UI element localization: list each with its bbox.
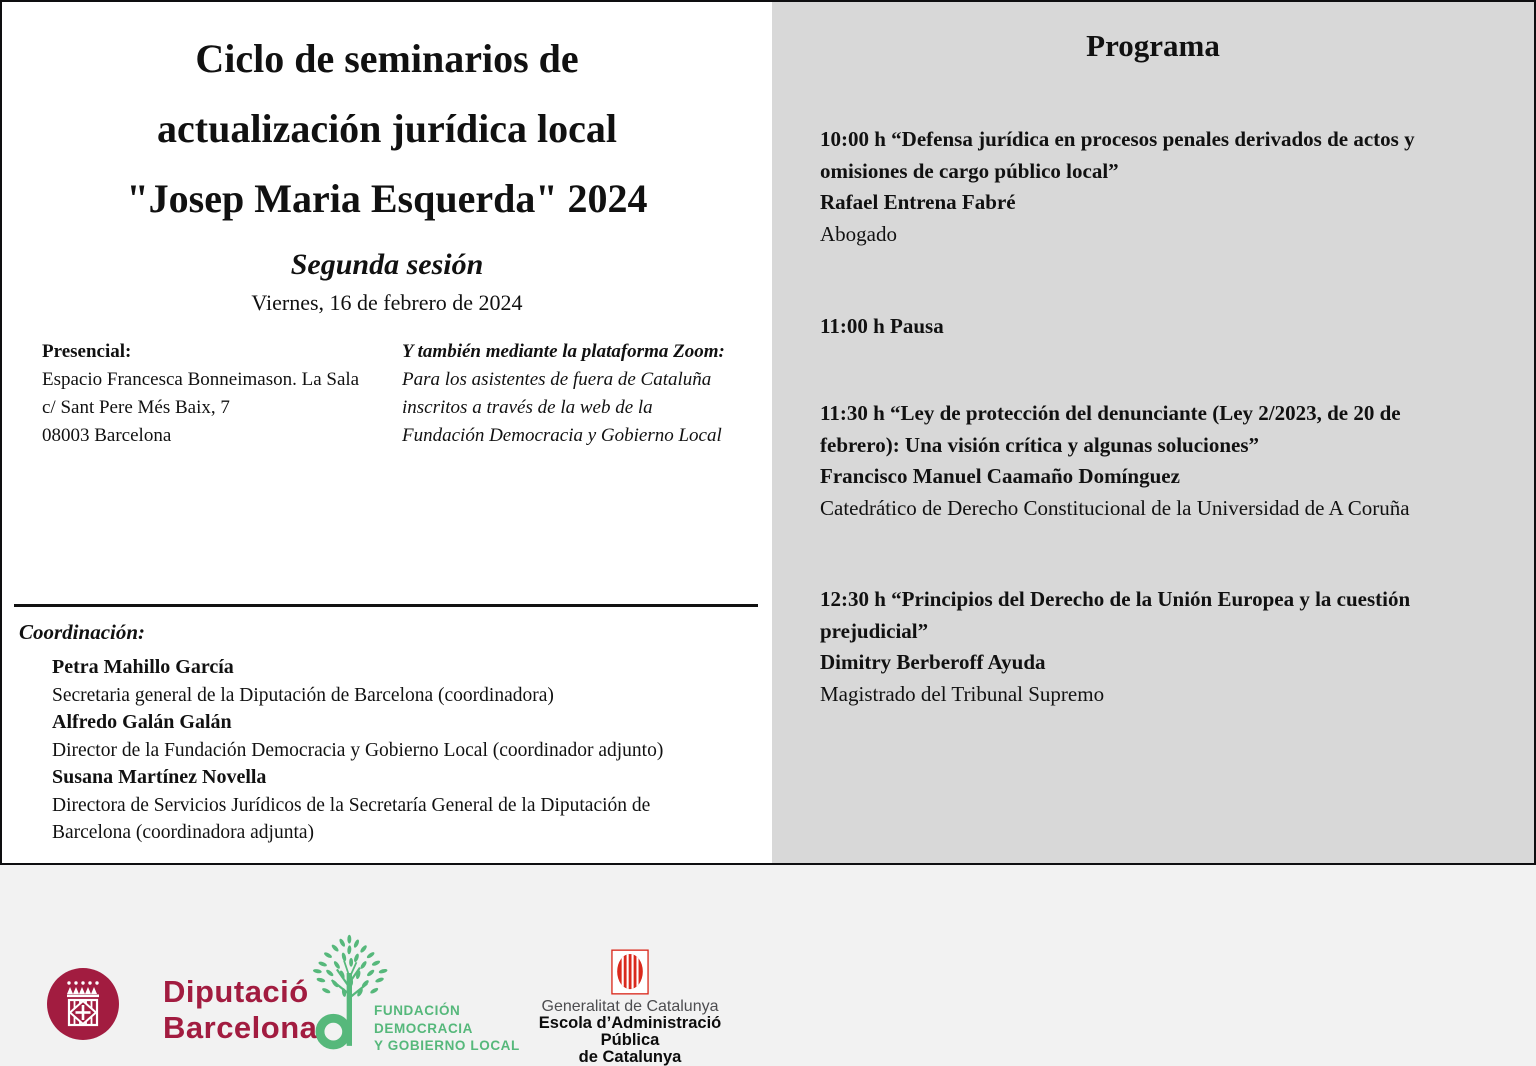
session-topic: 10:00 h “Defensa jurídica en procesos penales derivados de actos y omisiones de cargo público local”	[820, 127, 1415, 183]
presencial-line: 08003 Barcelona	[42, 425, 172, 446]
zoom-platform-block	[402, 338, 732, 450]
flyer-left-panel	[2, 2, 772, 1066]
presencial-block	[42, 338, 372, 450]
diputacio-wordmark: Diputació Barcelona	[163, 974, 318, 1045]
session-topic: 11:30 h “Ley de protección del denunciante (Ley 2/2023, de 20 de febrero): Una visión crítica y algunas soluciones”	[820, 401, 1401, 457]
coordinator-name: Susana Martínez Novella	[52, 766, 267, 788]
speaker-role: Magistrado del Tribunal Supremo	[820, 681, 1105, 706]
program-panel	[772, 2, 1534, 863]
speaker-name: Rafael Entrena Fabré	[820, 190, 1016, 214]
document-title	[2, 24, 772, 234]
coordinator-name: Petra Mahillo García	[52, 656, 234, 678]
coordinator-role: Director de la Fundación Democracia y Gobierno Local (coordinador adjunto)	[52, 739, 664, 761]
coordinator-entry	[52, 764, 697, 847]
program-heading: Programa	[1086, 28, 1220, 63]
coordinator-entry	[52, 654, 697, 709]
program-item-1130	[820, 398, 1482, 524]
speaker-role: Catedrático de Derecho Constitucional de la Universidad de A Coruña	[820, 495, 1410, 520]
title-line-1: Ciclo de seminarios de	[195, 36, 579, 81]
presencial-heading: Presencial:	[42, 341, 132, 362]
program-item-1230	[820, 584, 1482, 710]
speaker-name: Francisco Manuel Caamaño Domínguez	[820, 464, 1180, 488]
speaker-name: Dimitry Berberoff Ayuda	[820, 650, 1046, 674]
title-line-2: actualización jurídica local	[157, 106, 617, 151]
program-item-1000	[820, 124, 1482, 250]
session-topic: 11:00 h Pausa	[820, 314, 944, 338]
coordinacion-heading: Coordinación:	[19, 620, 146, 644]
presencial-line: Espacio Francesca Bonneimason. La Sala	[42, 369, 360, 390]
session-date: Viernes, 16 de febrero de 2024	[251, 290, 523, 315]
coordinator-entry	[52, 709, 697, 764]
speaker-role: Abogado	[820, 221, 897, 246]
zoom-line: Para los asistentes de fuera de Cataluña	[402, 369, 712, 390]
session-topic: 12:30 h “Principios del Derecho de la Unión Europea y la cuestión prejudicial”	[820, 587, 1411, 643]
coordinators-list	[52, 654, 697, 847]
title-line-3: "Josep Maria Esquerda" 2024	[126, 176, 648, 221]
zoom-line: inscritos a través de la web de la	[402, 397, 653, 418]
program-item-1100-pausa	[820, 311, 1482, 343]
coordinator-role: Directora de Servicios Jurídicos de la Secretaría General de la Diputación de Barcelona (coordinadora adjunta)	[52, 794, 651, 843]
session-title: Segunda sesión	[290, 248, 484, 281]
coordinator-name: Alfredo Galán Galán	[52, 711, 232, 733]
zoom-heading: Y también mediante la plataforma Zoom:	[402, 341, 725, 362]
generalitat-wordmark: Generalitat de Catalunya Escola d’Administració Pública de Catalunya	[538, 998, 722, 1066]
fundacion-wordmark: FUNDACIÓN DEMOCRACIA Y GOBIERNO LOCAL	[374, 1003, 520, 1053]
horizontal-divider	[14, 604, 758, 607]
presencial-line: c/ Sant Pere Més Baix, 7	[42, 397, 230, 418]
coordinator-role: Secretaria general de la Diputación de Barcelona (coordinadora)	[52, 684, 554, 706]
zoom-line: Fundación Democracia y Gobierno Local	[402, 425, 722, 446]
